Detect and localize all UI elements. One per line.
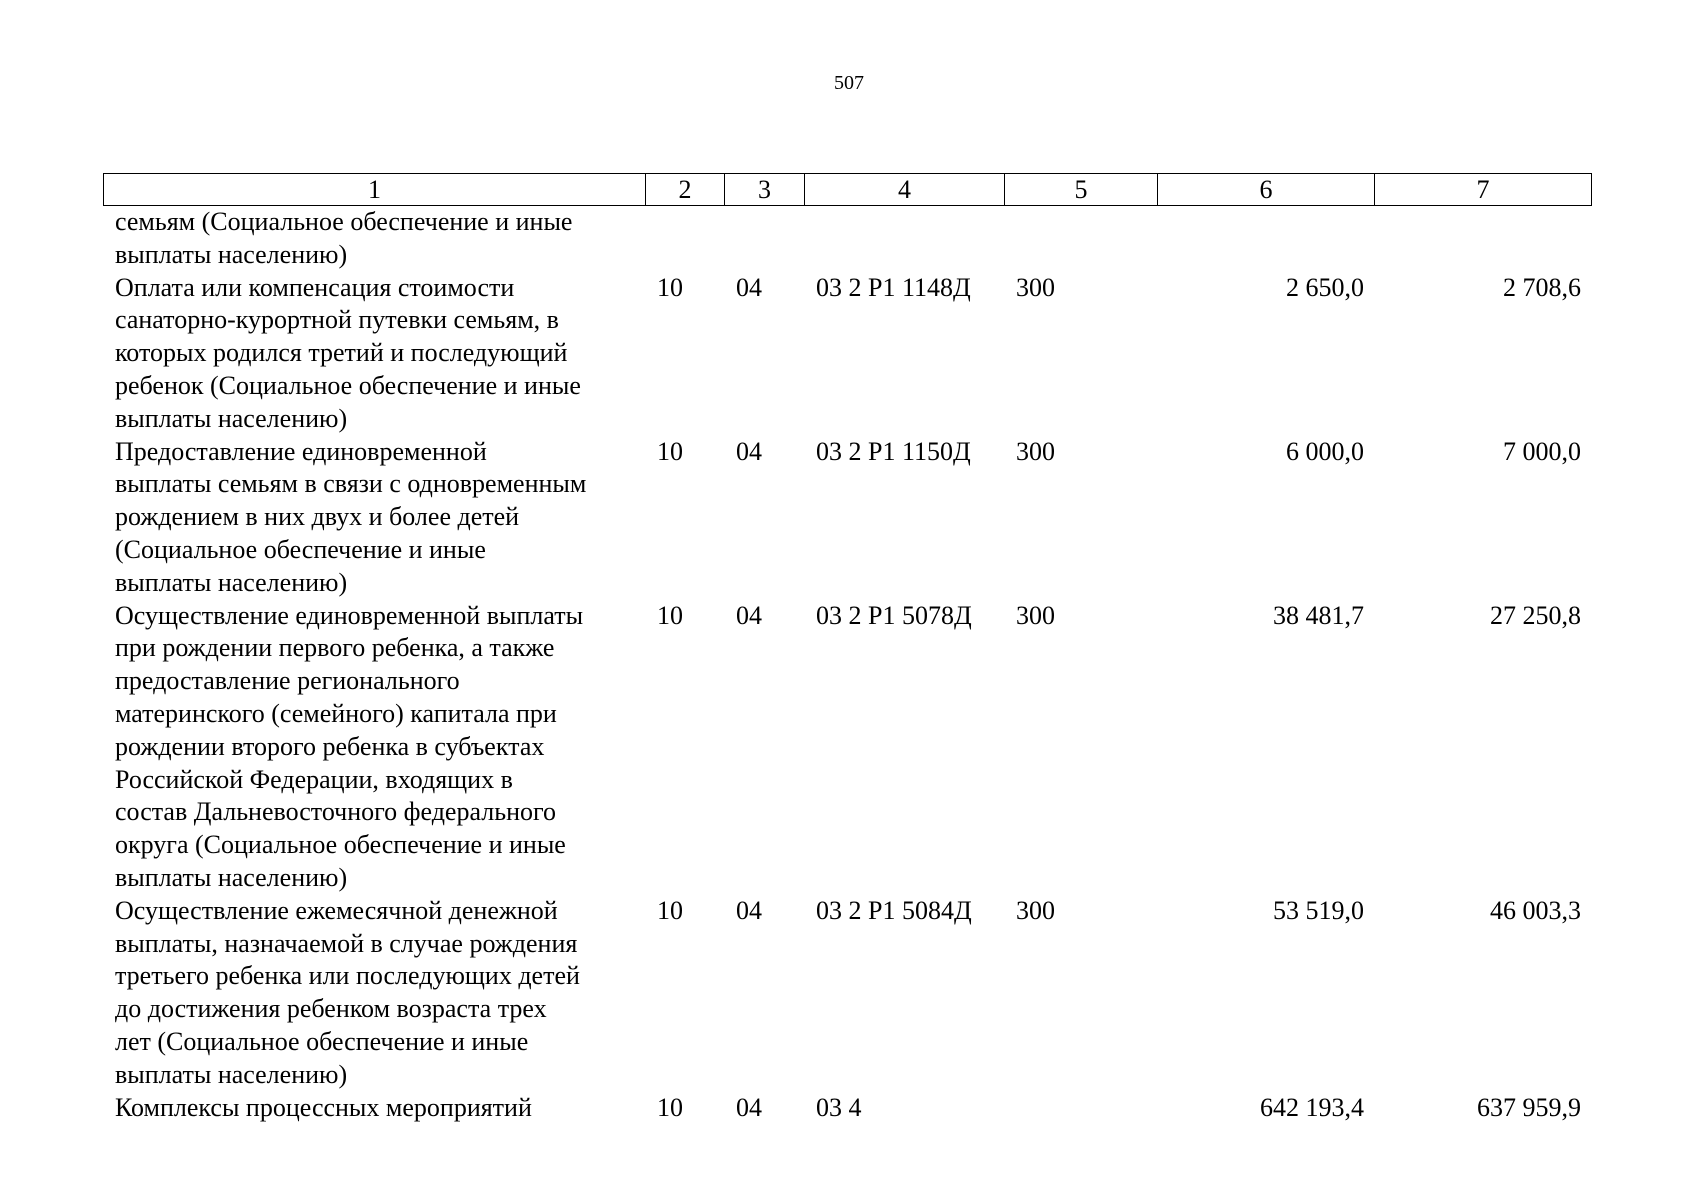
table-row [103,272,1591,436]
page-number: 507 [834,72,864,94]
row-name-text: Комплексы процессных мероприятий [115,1092,532,1122]
row-section: 10 [657,272,683,302]
row-expense-type: 300 [1016,436,1055,466]
column-header-4: 4 [805,174,1005,206]
row-section [645,206,724,272]
row-name [103,436,645,600]
row-amount-year-2: 637 959,9 [1477,1092,1581,1122]
row-subsection: 04 [736,1092,762,1122]
row-section: 10 [657,895,683,925]
table-row [103,600,1591,895]
row-subsection: 04 [736,600,762,630]
row-target-code: 03 2 Р1 1150Д [816,436,971,466]
row-amount-year-1: 38 481,7 [1273,600,1364,630]
row-section: 10 [657,436,683,466]
row-target-code: 03 4 [816,1092,862,1122]
row-subsection [724,206,804,272]
row-subsection: 04 [736,436,762,466]
row-name-text: Осуществление ежемесячной денежной выплаты, назначаемой в случае рождения третьего ребенка или последующих детей до достижения ребенком возраста трех лет (Социальное обеспечение и иные выплаты населению) [115,895,580,1089]
column-header-5: 5 [1005,174,1158,206]
row-amount-year-2: 2 708,6 [1503,272,1581,302]
column-header-3: 3 [725,174,805,206]
table-row [103,895,1591,1092]
row-name-text: Оплата или компенсация стоимости санаторно-курортной путевки семьям, в которых родился третий и последующий ребенок (Социальное обеспечение и иные выплаты населению) [115,272,581,433]
row-target-code: 03 2 Р1 5084Д [816,895,972,925]
table-row [103,1092,1591,1125]
row-name-text: семьям (Социальное обеспечение и иные выплаты населению) [115,207,573,269]
table-row [103,206,1591,272]
row-target-code [804,206,1004,272]
row-section: 10 [657,600,683,630]
column-header-2: 2 [646,174,725,206]
row-name [103,272,645,436]
row-expense-type [1004,206,1157,272]
row-name [103,600,645,895]
row-amount-year-1: 6 000,0 [1286,436,1364,466]
row-amount-year-1: 2 650,0 [1286,272,1364,302]
row-expense-type: 300 [1016,600,1055,630]
row-name-text: Осуществление единовременной выплаты при рождении первого ребенка, а также предоставление регионального материнского (семейного) капитала при рождении второго ребенка в субъектах Российской Федерации, входящих в состав Дальневосточного федерального округа (Социальное обеспечение и иные выплаты населению) [115,600,584,892]
row-amount-year-2: 46 003,3 [1490,895,1581,925]
column-header-6: 6 [1158,174,1375,206]
row-subsection: 04 [736,895,762,925]
row-amount-year-1: 53 519,0 [1273,895,1364,925]
row-name [103,1092,645,1125]
row-amount-year-1 [1157,206,1374,272]
row-target-code: 03 2 Р1 1148Д [816,272,971,302]
budget-table-body [103,206,1591,1124]
row-amount-year-1: 642 193,4 [1260,1092,1364,1122]
row-amount-year-2: 27 250,8 [1490,600,1581,630]
row-expense-type: 300 [1016,895,1055,925]
row-section: 10 [657,1092,683,1122]
row-amount-year-2 [1374,206,1591,272]
row-expense-type [1004,1092,1157,1125]
column-header-table [103,173,1592,206]
column-header-row [104,174,1592,206]
column-header-7: 7 [1375,174,1592,206]
row-name [103,206,645,272]
row-target-code: 03 2 Р1 5078Д [816,600,972,630]
row-name-text: Предоставление единовременной выплаты семьям в связи с одновременным рождением в них двух и более детей (Социальное обеспечение и иные выплаты населению) [115,436,587,597]
row-subsection: 04 [736,272,762,302]
row-name [103,895,645,1092]
row-expense-type: 300 [1016,272,1055,302]
row-amount-year-2: 7 000,0 [1503,436,1581,466]
table-row [103,436,1591,600]
column-header-1: 1 [104,174,646,206]
